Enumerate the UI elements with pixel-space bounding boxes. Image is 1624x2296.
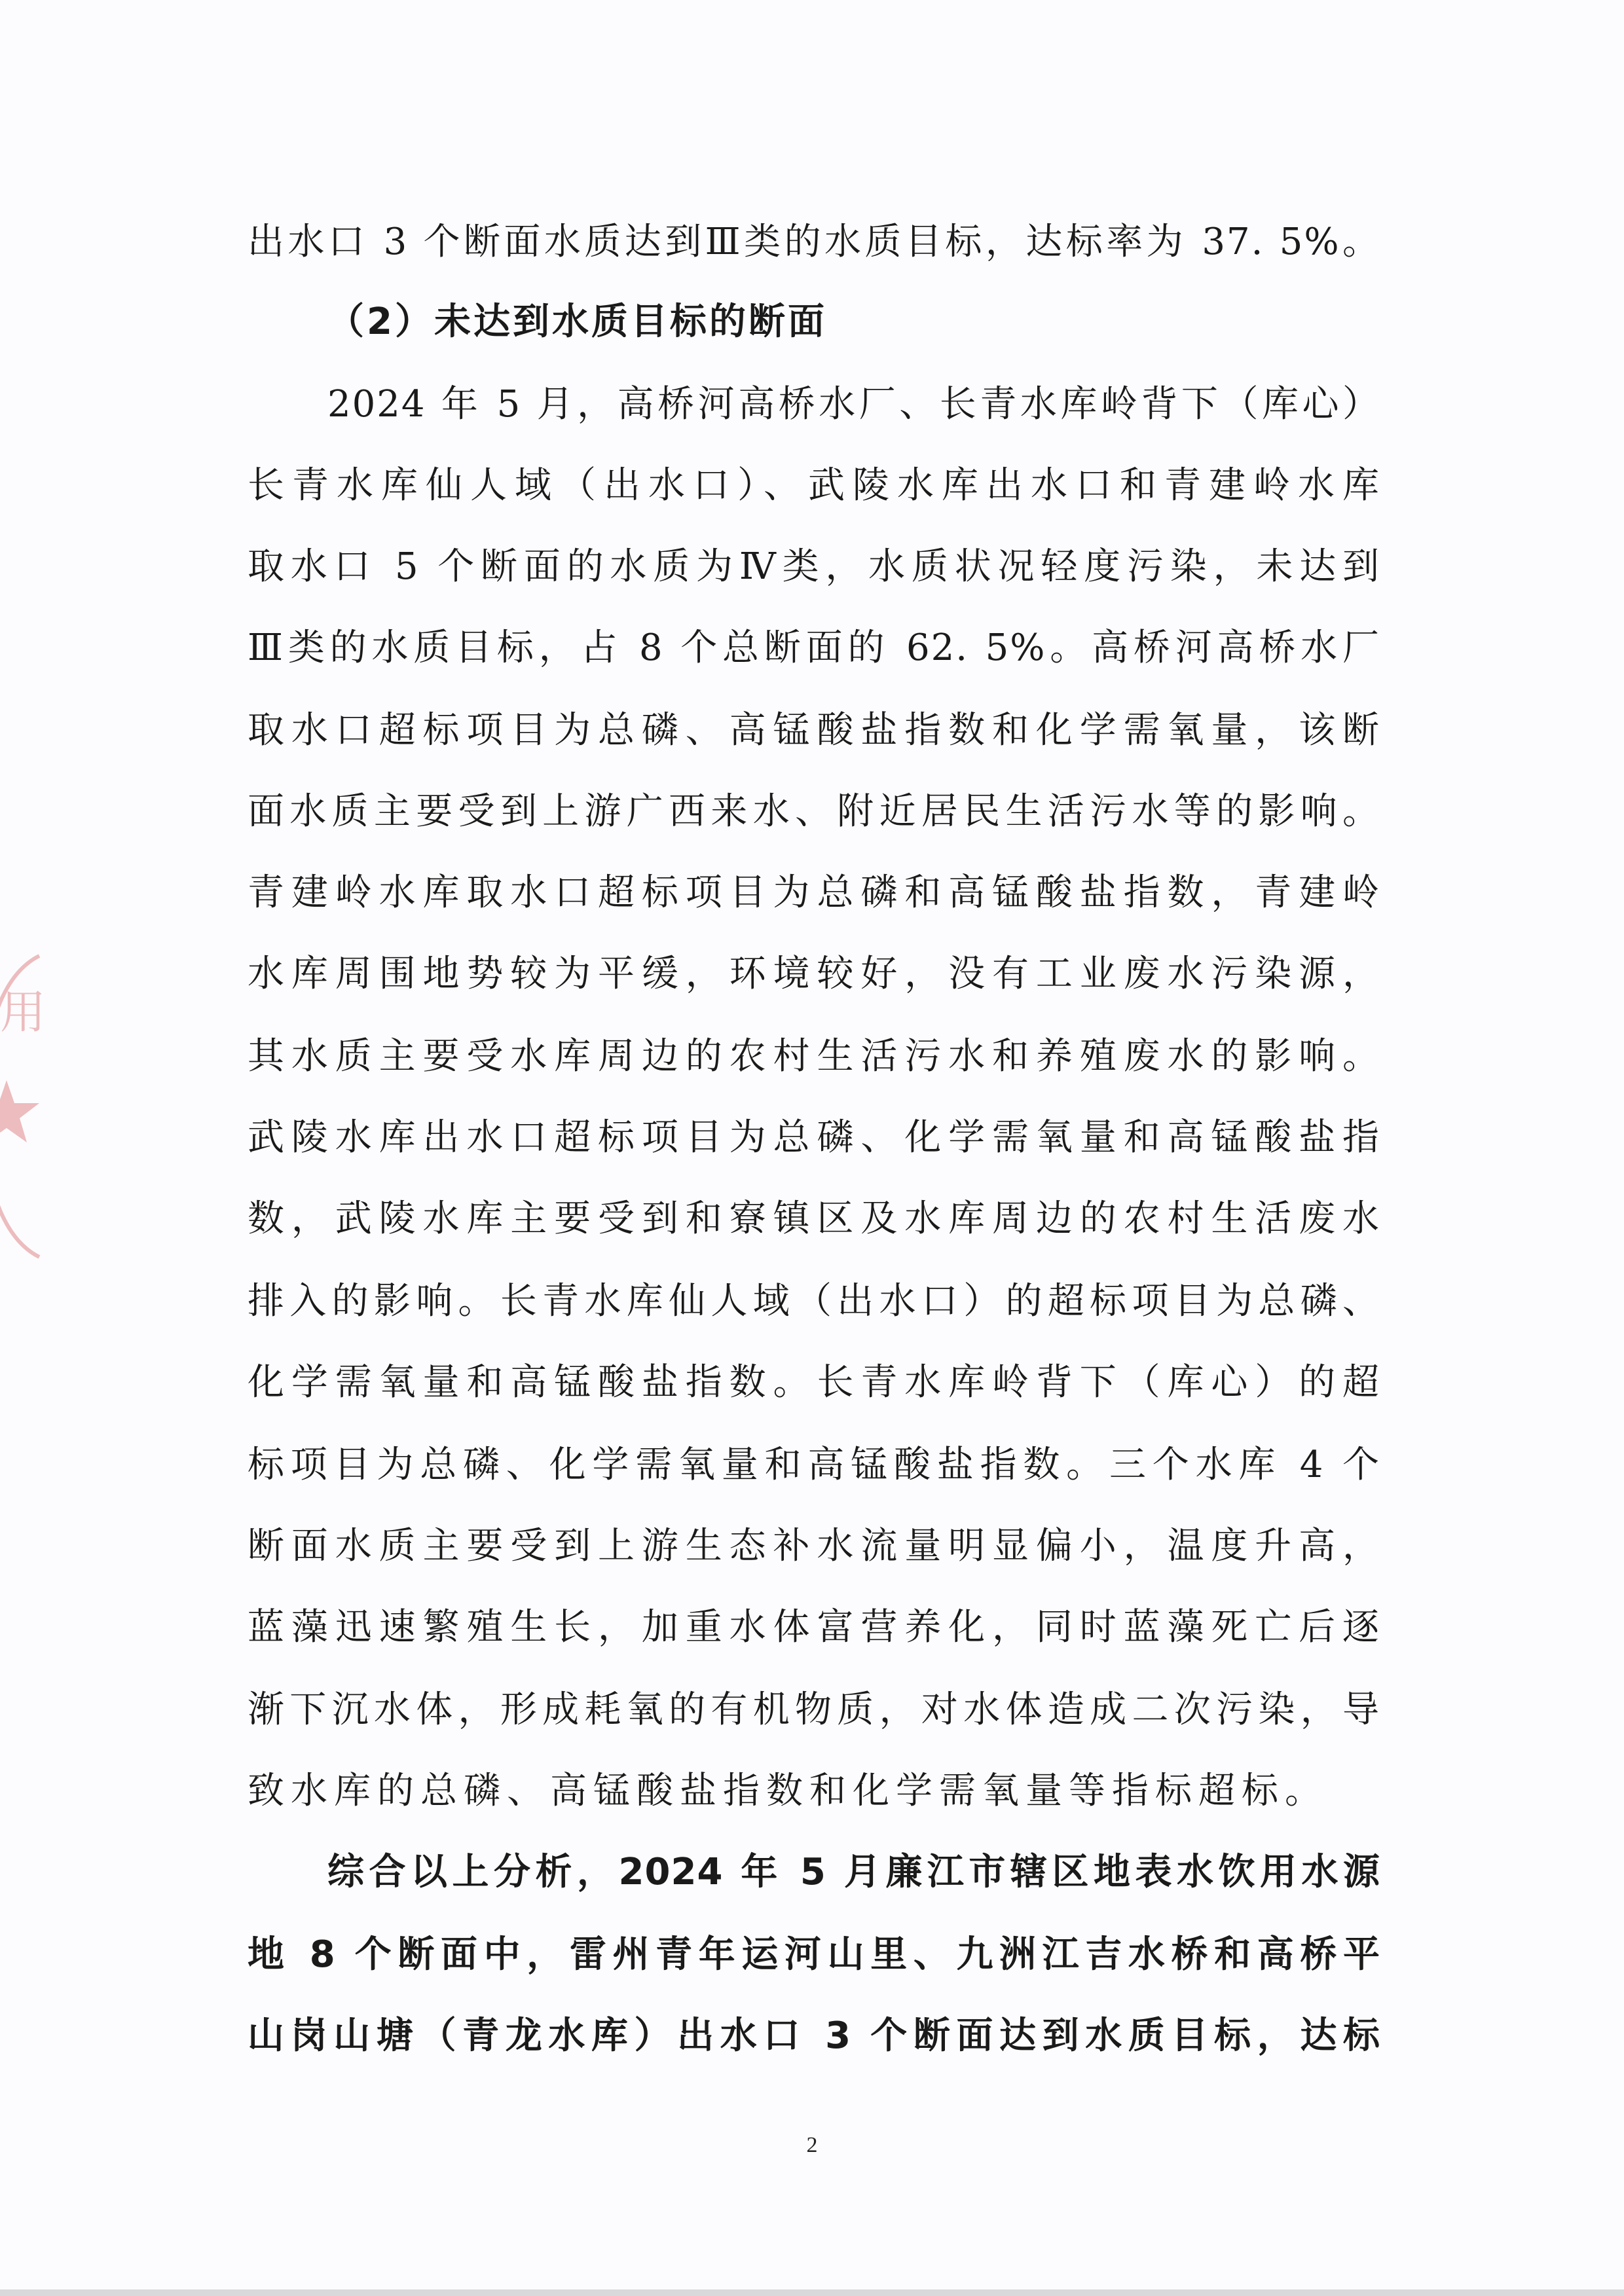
body-line-15: 化学需氧量和高锰酸盐指数。长青水库岭背下（库心）的超 (248, 1361, 1380, 1404)
body-line-18: 蓝藻迅速繁殖生长，加重水体富营养化，同时蓝藻死亡后逐 (248, 1606, 1380, 1649)
body-line-14: 排入的影响。长青水库仙人域（出水口）的超标项目为总磷、 (248, 1280, 1380, 1322)
body-line-7: 取水口超标项目为总磷、高锰酸盐指数和化学需氧量，该断 (248, 709, 1380, 752)
summary-line-3: 山岗山塘（青龙水库）出水口 3 个断面达到水质目标，达标 (248, 2014, 1380, 2057)
body-line-6: Ⅲ类的水质目标，占 8 个总断面的 62. 5%。高桥河高桥水厂 (248, 627, 1380, 669)
body-line-16: 标项目为总磷、化学需氧量和高锰酸盐指数。三个水库 4 个 (248, 1444, 1380, 1486)
page-number: 2 (806, 2133, 818, 2157)
svg-text:用: 用 (0, 985, 46, 1039)
scan-edge (0, 2289, 1624, 2296)
body-line-13: 数，武陵水库主要受到和寮镇区及水库周边的农村生活废水 (248, 1197, 1380, 1240)
body-line-1: 出水口 3 个断面水质达到Ⅲ类的水质目标，达标率为 37. 5%。 (248, 221, 1380, 263)
summary-line-1: 综合以上分析，2024 年 5 月廉江市辖区地表水饮用水源 (327, 1851, 1380, 1893)
summary-line-2: 地 8 个断面中，雷州青年运河山里、九洲江吉水桥和高桥平 (248, 1933, 1380, 1976)
body-line-11: 其水质主要受水库周边的农村生活污水和养殖废水的影响。 (248, 1035, 1380, 1078)
body-line-4: 长青水库仙人域（出水口）、武陵水库出水口和青建岭水库 (248, 464, 1380, 507)
red-seal-stamp-fragment (0, 943, 65, 1270)
section-heading: （2）未达到水质目标的断面 (327, 301, 827, 343)
body-line-10: 水库周围地势较为平缓，环境较好，没有工业废水污染源， (248, 953, 1380, 995)
body-line-12: 武陵水库出水口超标项目为总磷、化学需氧量和高锰酸盐指 (248, 1116, 1380, 1159)
body-line-17: 断面水质主要受到上游生态补水流量明显偏小，温度升高， (248, 1525, 1380, 1567)
body-line-3: 2024 年 5 月，高桥河高桥水厂、长青水库岭背下（库心） (327, 383, 1380, 426)
body-line-5: 取水口 5 个断面的水质为Ⅳ类，水质状况轻度污染，未达到 (248, 545, 1380, 588)
body-line-8: 面水质主要受到上游广西来水、附近居民生活污水等的影响。 (248, 790, 1380, 833)
body-line-20: 致水库的总磷、高锰酸盐指数和化学需氧量等指标超标。 (248, 1770, 1328, 1812)
body-line-9: 青建岭水库取水口超标项目为总磷和高锰酸盐指数，青建岭 (248, 871, 1380, 914)
body-line-19: 渐下沉水体，形成耗氧的有机物质，对水体造成二次污染，导 (248, 1688, 1380, 1731)
